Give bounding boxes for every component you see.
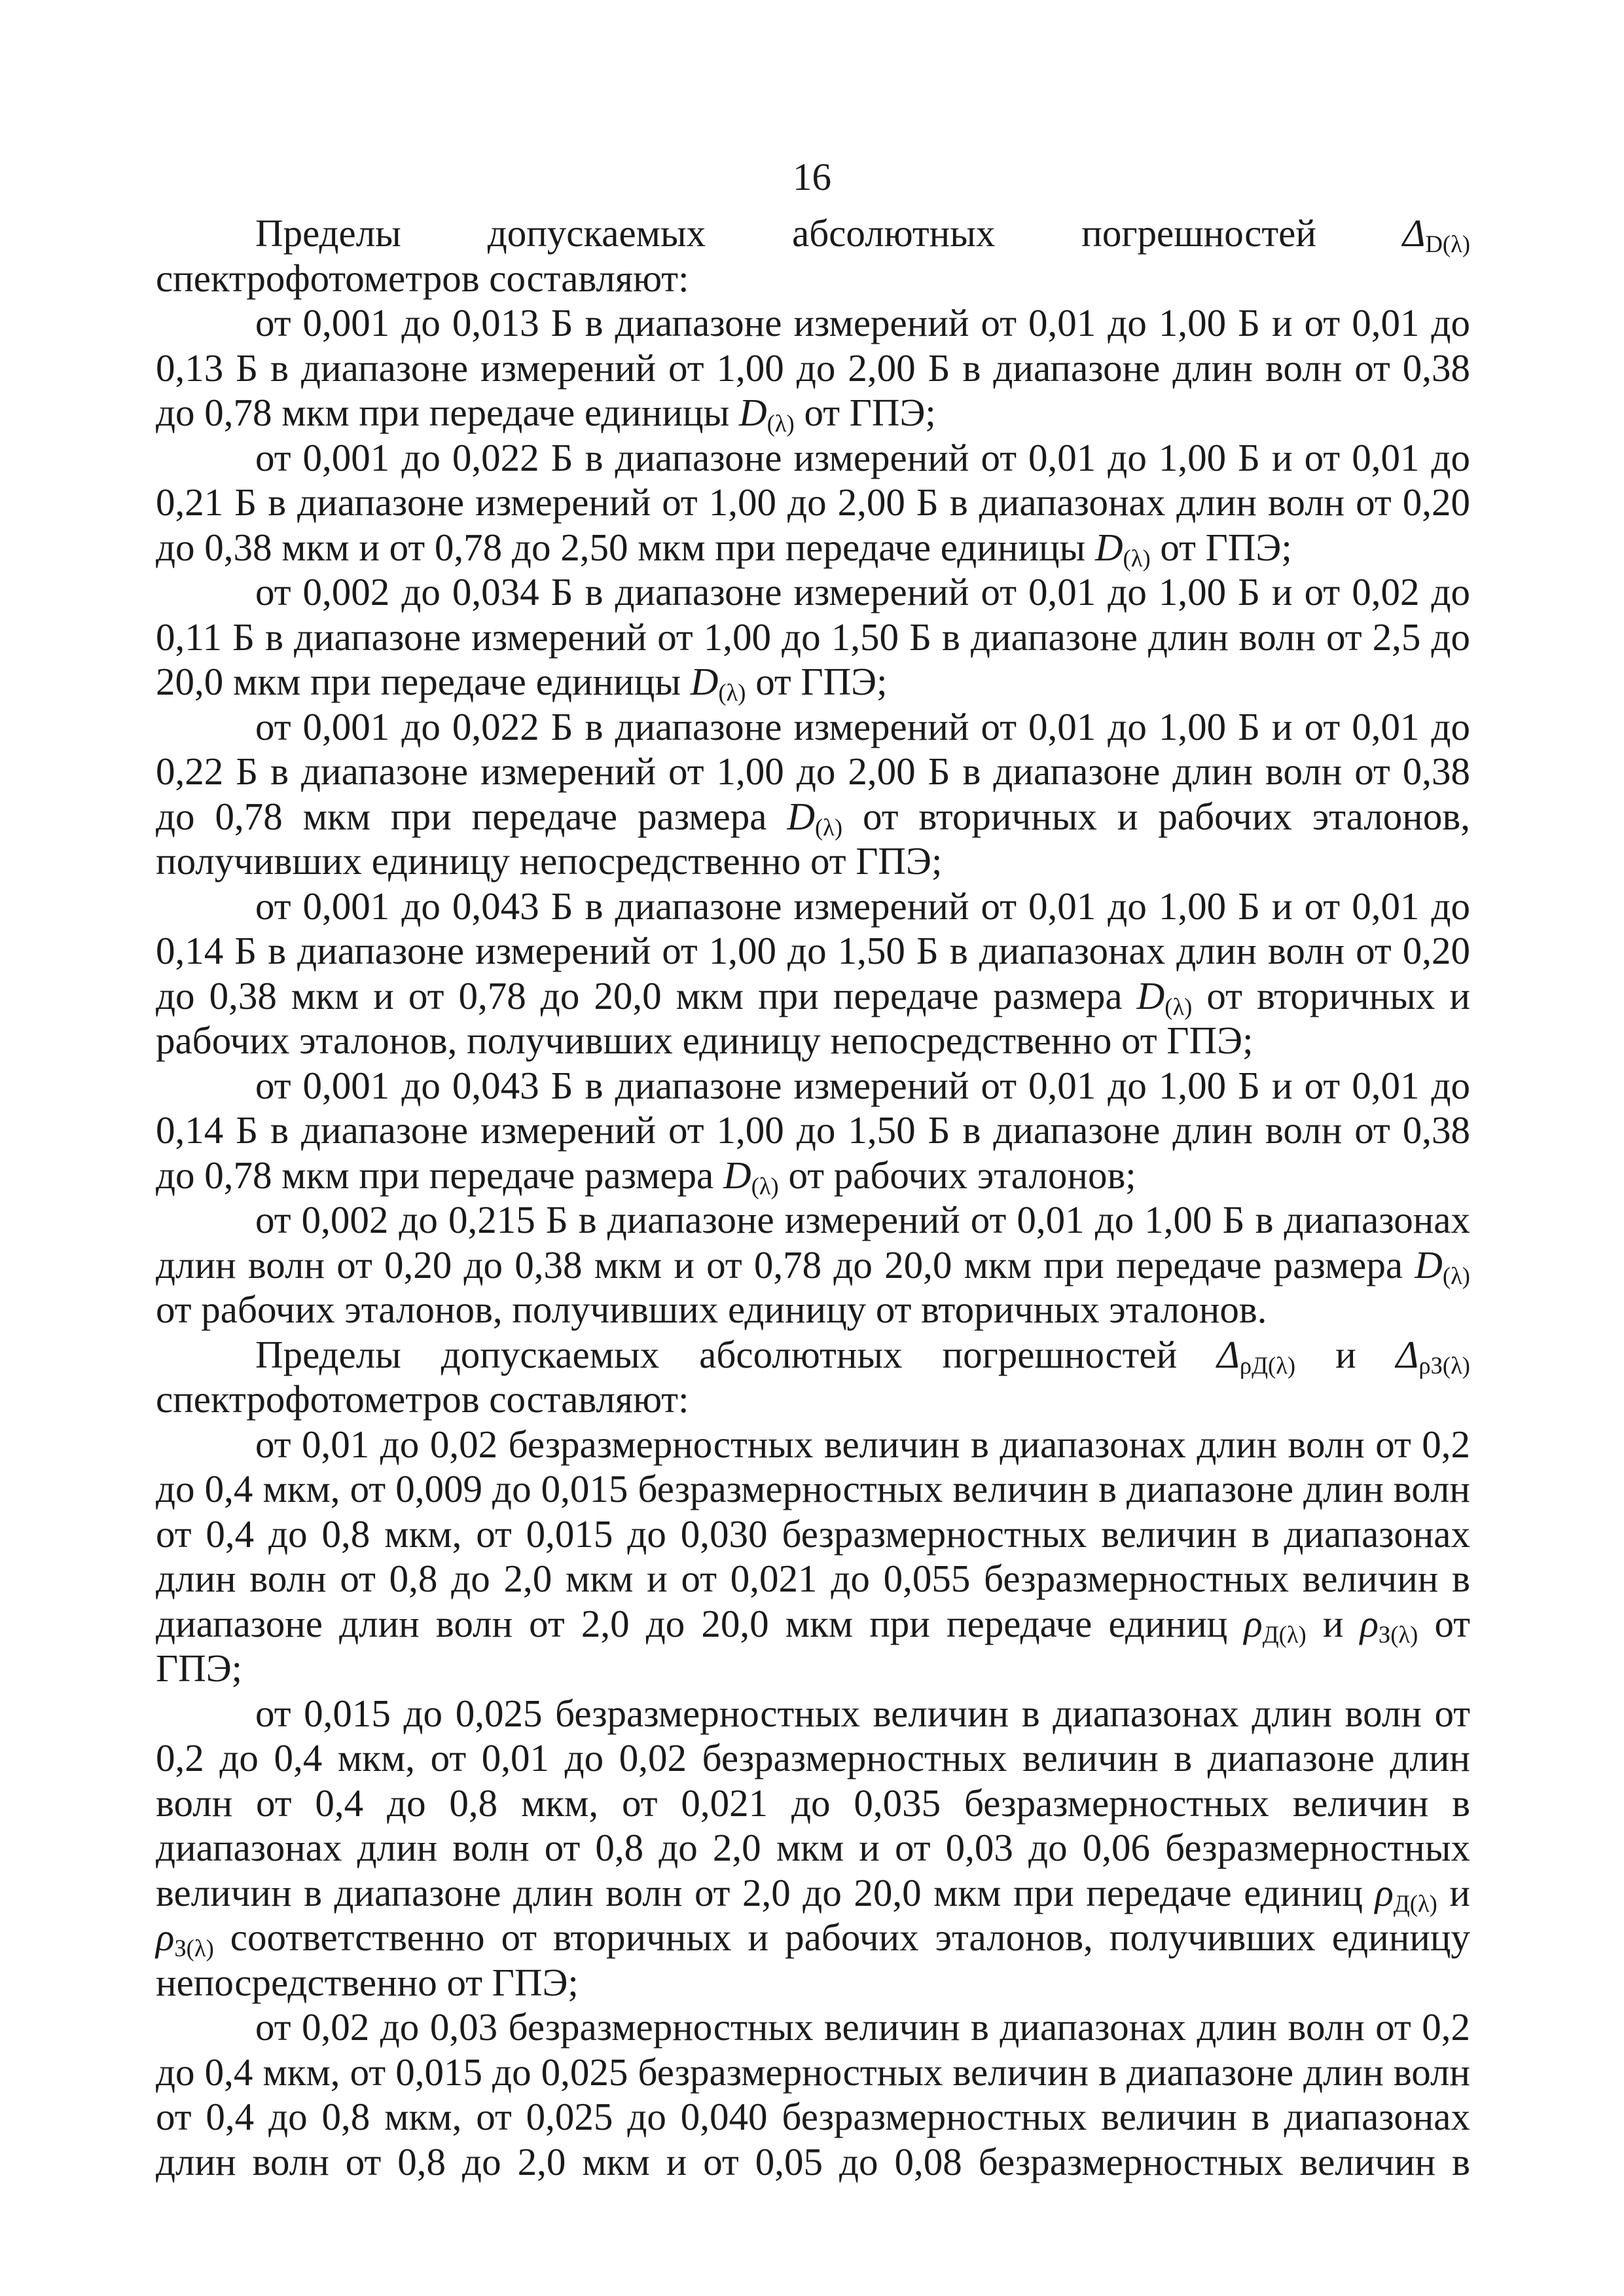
paragraph xyxy=(156,1197,1470,1332)
math-symbol xyxy=(723,1154,779,1197)
math-symbol xyxy=(1244,1601,1307,1648)
symbol-base: D xyxy=(787,794,815,838)
text-run: и xyxy=(1437,1870,1471,1914)
paragraph xyxy=(156,570,1470,704)
text-run: от ГПЭ; xyxy=(746,660,888,703)
symbol-subscript: З(λ) xyxy=(1378,1620,1418,1648)
text-run: от 0,01 до 0,02 безразмерностных величин в диапазонах длин волн от 0,2 до 0,4 мкм, от 0,009 до 0,015 безразмерностных величин в диапазоне длин волн от 0,4 до 0,8 мкм, от 0,015 до 0,030 безразмерностных величин в диапазонах длин волн от 0,8 до 2,0 мкм и от 0,021 до 0,055 безразмерностных величин в диапазоне длин волн от 2,0 до 20,0 мкм при передаче единиц xyxy=(156,1422,1470,1645)
text-run: от ГПЭ; xyxy=(1150,525,1292,569)
symbol-base: ρ xyxy=(1375,1870,1394,1914)
math-symbol xyxy=(787,794,843,841)
text-run: от 0,001 до 0,022 Б в диапазоне измерений от 0,01 до 1,00 Б и от 0,01 до 0,22 Б в диапазоне измерений от 1,00 до 2,00 Б в диапазоне длин волн от 0,38 до 0,78 мкм при передаче размера xyxy=(156,704,1470,838)
text-run: Пределы допускаемых абсолютных погрешностей xyxy=(255,1332,1218,1376)
text-run: и xyxy=(1295,1332,1396,1376)
text-run: от ГПЭ; xyxy=(156,1601,1470,1690)
symbol-base: D xyxy=(739,391,767,434)
symbol-subscript: (λ) xyxy=(1164,993,1193,1020)
paragraph xyxy=(156,1063,1470,1198)
math-symbol xyxy=(690,660,746,706)
text-run: от 0,001 до 0,043 Б в диапазоне измерений от 0,01 до 1,00 Б и от 0,01 до 0,14 Б в диапазоне измерений от 1,00 до 1,50 Б в диапазоне длин волн от 0,38 до 0,78 мкм при передаче размера xyxy=(156,1063,1470,1197)
symbol-subscript: З(λ) xyxy=(174,1935,214,1962)
text-run: от 0,002 до 0,215 Б в диапазоне измерений от 0,01 до 1,00 Б в диапазонах длин волн от 0,20 до 0,38 мкм и от 0,78 до 20,0 мкм при передаче размера xyxy=(156,1198,1470,1286)
symbol-base: Δ xyxy=(1396,1332,1419,1376)
math-symbol xyxy=(1094,525,1151,572)
math-symbol xyxy=(739,391,795,437)
paragraph xyxy=(156,1332,1470,1422)
symbol-base: ρ xyxy=(1244,1601,1263,1645)
text-run: от вторичных и рабочих эталонов, получивших единицу непосредственно от ГПЭ; xyxy=(156,794,1470,883)
text-run: от 0,001 до 0,043 Б в диапазоне измерений от 0,01 до 1,00 Б и от 0,01 до 0,14 Б в диапазоне измерений от 1,00 до 1,50 Б в диапазонах длин волн от 0,20 до 0,38 мкм и от 0,78 до 20,0 мкм при передаче размера xyxy=(156,884,1470,1017)
text-run: от ГПЭ; xyxy=(794,391,936,434)
text-run: от 0,015 до 0,025 безразмерностных величин в диапазонах длин волн от 0,2 до 0,4 мкм, от 0,01 до 0,02 безразмерностных величин в диапазоне длин волн от 0,4 до 0,8 мкм, от 0,021 до 0,035 безразмерностных величин в диапазонах длин волн от 0,8 до 2,0 мкм и от 0,03 до 0,06 безразмерностных величин в диапазоне длин волн от 2,0 до 20,0 мкм при передаче единиц xyxy=(156,1691,1470,1914)
symbol-subscript: ρД(λ) xyxy=(1239,1351,1296,1379)
body-text xyxy=(156,211,1470,2184)
symbol-subscript: (λ) xyxy=(751,1172,779,1199)
paragraph xyxy=(156,435,1470,570)
math-symbol xyxy=(1136,974,1193,1020)
symbol-subscript: (λ) xyxy=(767,410,795,437)
text-run: от 0,02 до 0,03 безразмерностных величин в диапазонах длин волн от 0,2 до 0,4 мкм, от 0,015 до 0,025 безразмерностных величин в диапазоне длин волн от 0,4 до 0,8 мкм, от 0,025 до 0,040 безразмерностных величин в диапазонах длин волн от 0,8 до 2,0 мкм и от 0,05 до 0,08 безразмерностных величин в xyxy=(156,2005,1470,2183)
symbol-subscript: Д(λ) xyxy=(1262,1620,1307,1648)
paragraph xyxy=(156,704,1470,884)
symbol-base: Δ xyxy=(1402,211,1426,255)
math-symbol xyxy=(1360,1601,1418,1648)
symbol-base: D xyxy=(1136,974,1165,1017)
math-symbol xyxy=(1415,1243,1470,1289)
symbol-base: D xyxy=(690,660,719,703)
math-symbol xyxy=(156,1916,214,1962)
symbol-subscript: (λ) xyxy=(814,813,843,841)
math-symbol xyxy=(1375,1870,1437,1917)
symbol-base: D xyxy=(723,1153,751,1197)
text-run: от вторичных и рабочих эталонов, получивших единицу непосредственно от ГПЭ; xyxy=(156,974,1470,1062)
paragraph xyxy=(156,301,1470,435)
text-run: от рабочих эталонов, получивших единицу от вторичных эталонов. xyxy=(156,1288,1267,1331)
text-run: и xyxy=(1306,1601,1360,1645)
text-run: от 0,001 до 0,022 Б в диапазоне измерений от 0,01 до 1,00 Б и от 0,01 до 0,21 Б в диапазоне измерений от 1,00 до 2,00 Б в диапазонах длин волн от 0,20 до 0,38 мкм и от 0,78 до 2,50 мкм при передаче единицы xyxy=(156,435,1470,569)
text-run: спектрофотометров составляют: xyxy=(156,1377,689,1421)
math-symbol xyxy=(1217,1332,1296,1379)
text-run: от 0,002 до 0,034 Б в диапазоне измерений от 0,01 до 1,00 Б и от 0,02 до 0,11 Б в диапазоне измерений от 1,00 до 1,50 Б в диапазоне длин волн от 2,5 до 20,0 мкм при передаче единицы xyxy=(156,570,1470,703)
paragraph xyxy=(156,884,1470,1063)
paragraph xyxy=(156,211,1470,301)
text-run: соответственно от вторичных и рабочих эталонов, получивших единицу непосредственно от ГПЭ; xyxy=(156,1916,1470,2004)
symbol-subscript: (λ) xyxy=(1442,1262,1470,1289)
text-run: от 0,001 до 0,013 Б в диапазоне измерений от 0,01 до 1,00 Б и от 0,01 до 0,13 Б в диапазоне измерений от 1,00 до 2,00 Б в диапазоне длин волн от 0,38 до 0,78 мкм при передаче единицы xyxy=(156,301,1470,434)
paragraph xyxy=(156,1422,1470,1691)
text-run: от рабочих эталонов; xyxy=(778,1153,1136,1197)
page-number: 16 xyxy=(793,155,831,198)
symbol-subscript: D(λ) xyxy=(1425,230,1470,258)
symbol-subscript: ρЗ(λ) xyxy=(1418,1351,1470,1379)
symbol-subscript: (λ) xyxy=(1123,544,1151,572)
symbol-subscript: (λ) xyxy=(718,679,746,706)
math-symbol xyxy=(1402,211,1470,258)
text-run: спектрофотометров составляют: xyxy=(156,256,689,300)
symbol-base: Δ xyxy=(1217,1332,1240,1376)
symbol-base: D xyxy=(1094,525,1123,569)
symbol-base: D xyxy=(1415,1243,1443,1286)
symbol-base: ρ xyxy=(1360,1601,1379,1645)
symbol-base: ρ xyxy=(156,1916,175,1959)
paragraph xyxy=(156,2005,1470,2184)
symbol-subscript: Д(λ) xyxy=(1393,1889,1437,1917)
math-symbol xyxy=(1396,1332,1470,1379)
paragraph xyxy=(156,1691,1470,2005)
text-run: Пределы допускаемых абсолютных погрешностей xyxy=(255,211,1403,255)
